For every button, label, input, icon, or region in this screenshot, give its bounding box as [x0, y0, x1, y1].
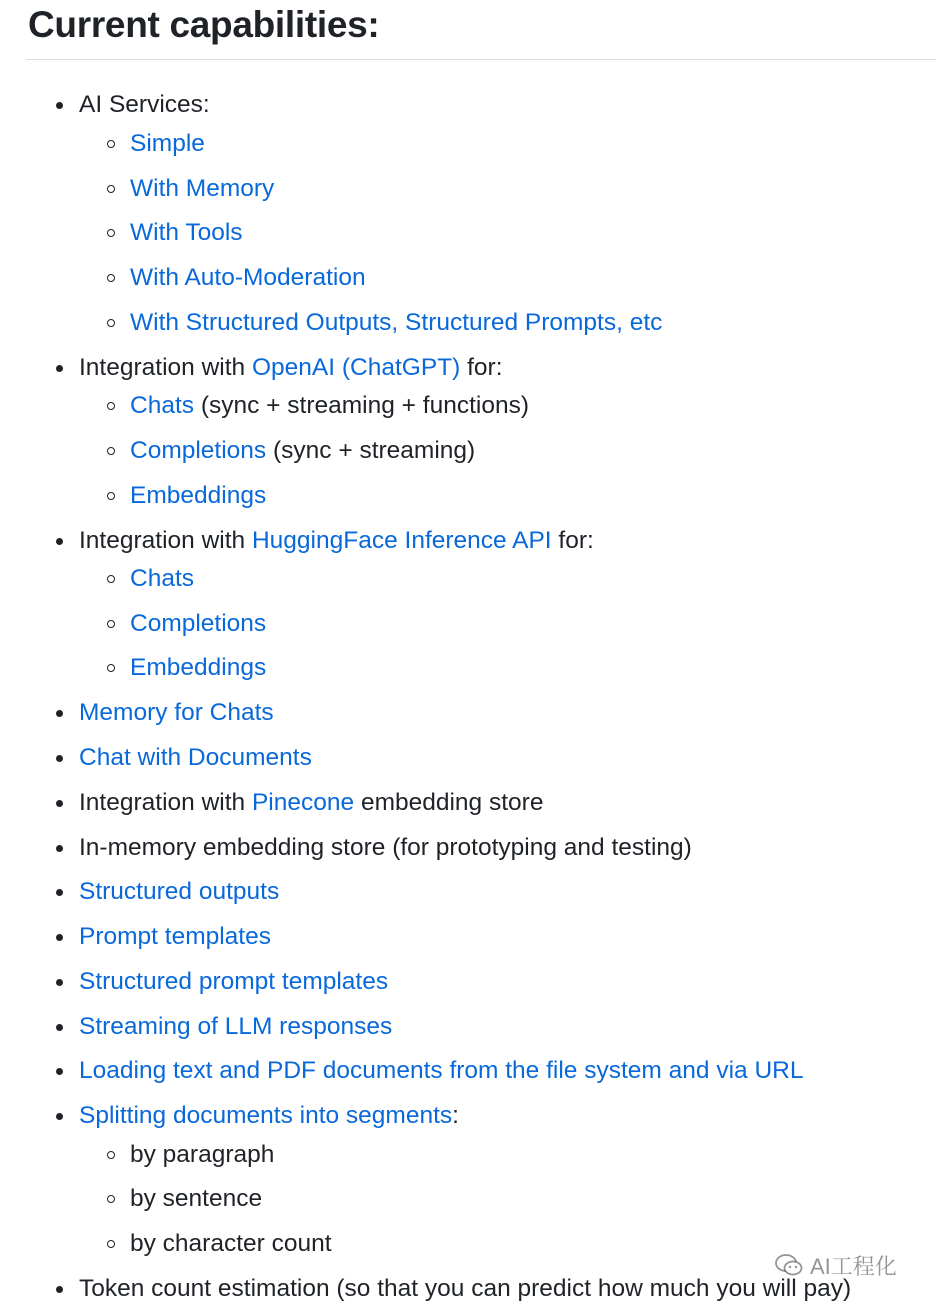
item-text: Integration with	[79, 354, 252, 381]
list-item	[79, 741, 312, 775]
item-link[interactable]: With Auto-Moderation	[130, 264, 366, 291]
item-text: by paragraph	[130, 1141, 275, 1168]
bullet-circle-icon	[107, 1240, 115, 1248]
bullet-disc-icon	[56, 1286, 63, 1293]
bullet-disc-icon	[56, 102, 63, 109]
list-item	[130, 216, 243, 250]
item-link[interactable]: Completions	[130, 437, 267, 464]
list-item	[130, 651, 266, 685]
list-item	[79, 920, 271, 954]
bullet-disc-icon	[56, 1024, 63, 1031]
list-item	[130, 562, 194, 596]
item-link[interactable]: Structured prompt templates	[79, 968, 389, 995]
list-item	[130, 172, 274, 206]
list-item	[79, 831, 692, 865]
item-link[interactable]: Splitting documents into segments	[79, 1102, 453, 1129]
bullet-disc-icon	[56, 710, 63, 717]
list-item	[130, 306, 662, 340]
list-item	[79, 351, 503, 385]
list-item	[79, 965, 388, 999]
bullet-circle-icon	[107, 492, 115, 500]
heading-divider	[26, 59, 936, 60]
bullet-circle-icon	[107, 1151, 115, 1159]
bullet-disc-icon	[56, 800, 63, 807]
list-item	[79, 1099, 459, 1133]
list-item	[79, 1010, 392, 1044]
item-link[interactable]: Memory for Chats	[79, 699, 274, 726]
item-link[interactable]: HuggingFace Inference API	[251, 527, 552, 554]
item-text: Token count estimation (so that you can predict how much you will pay)	[79, 1275, 852, 1302]
item-text: embedding store	[354, 789, 544, 816]
list-item	[79, 88, 210, 122]
item-link[interactable]: Completions	[130, 610, 267, 637]
item-link[interactable]: Chat with Documents	[79, 744, 312, 771]
item-link[interactable]: Embeddings	[130, 482, 267, 509]
list-item	[130, 1182, 262, 1216]
list-item	[79, 524, 594, 558]
item-link[interactable]: With Structured Outputs, Structured Prompts, etc	[130, 309, 663, 336]
item-link[interactable]: Structured outputs	[79, 878, 280, 905]
item-text: Integration with	[79, 527, 252, 554]
bullet-circle-icon	[107, 229, 115, 237]
bullet-disc-icon	[56, 845, 63, 852]
wechat-icon	[774, 1252, 804, 1278]
watermark	[774, 1250, 897, 1280]
bullet-circle-icon	[107, 402, 115, 410]
list-item	[79, 1272, 851, 1306]
item-link[interactable]: With Tools	[130, 219, 243, 246]
item-link[interactable]: OpenAI (ChatGPT)	[251, 354, 461, 381]
bullet-disc-icon	[56, 755, 63, 762]
list-item	[130, 479, 266, 513]
list-item	[79, 875, 279, 909]
item-link[interactable]: Chats	[130, 392, 195, 419]
bullet-disc-icon	[56, 934, 63, 941]
item-link[interactable]: With Memory	[130, 175, 275, 202]
page-title: Current capabilities:	[28, 4, 380, 45]
item-text: Integration with	[79, 789, 252, 816]
list-item	[130, 1138, 274, 1172]
bullet-circle-icon	[107, 620, 115, 628]
bullet-disc-icon	[56, 1113, 63, 1120]
item-link[interactable]: Prompt templates	[79, 923, 271, 950]
item-text: AI Services:	[79, 91, 210, 118]
bullet-disc-icon	[56, 538, 63, 545]
item-text: (sync + streaming + functions)	[194, 392, 529, 419]
list-item	[79, 786, 543, 820]
item-link[interactable]: Chats	[130, 565, 195, 592]
item-text: for:	[551, 527, 594, 554]
watermark-text: AI工程化	[810, 1253, 897, 1279]
item-text: by character count	[130, 1230, 332, 1257]
item-text: :	[452, 1102, 459, 1129]
bullet-disc-icon	[56, 365, 63, 372]
list-item	[130, 1227, 332, 1261]
item-link[interactable]: Streaming of LLM responses	[79, 1013, 393, 1040]
bullet-circle-icon	[107, 1195, 115, 1203]
list-item	[130, 434, 475, 468]
item-text: In-memory embedding store (for prototyping and testing)	[79, 834, 692, 861]
bullet-circle-icon	[107, 575, 115, 583]
bullet-circle-icon	[107, 140, 115, 148]
list-item	[130, 389, 529, 423]
item-text: by sentence	[130, 1185, 263, 1212]
item-text: (sync + streaming)	[266, 437, 476, 464]
bullet-circle-icon	[107, 274, 115, 282]
item-link[interactable]: Simple	[130, 130, 205, 157]
item-link[interactable]: Embeddings	[130, 654, 267, 681]
list-item	[130, 127, 205, 161]
bullet-disc-icon	[56, 979, 63, 986]
item-link[interactable]: Loading text and PDF documents from the file system and via URL	[79, 1057, 804, 1084]
bullet-disc-icon	[56, 1068, 63, 1075]
list-item	[130, 607, 266, 641]
bullet-disc-icon	[56, 889, 63, 896]
bullet-circle-icon	[107, 185, 115, 193]
list-item	[79, 696, 274, 730]
bullet-circle-icon	[107, 319, 115, 327]
list-item	[130, 261, 366, 295]
item-text: for:	[460, 354, 503, 381]
bullet-circle-icon	[107, 664, 115, 672]
bullet-circle-icon	[107, 447, 115, 455]
list-item	[79, 1054, 803, 1088]
item-link[interactable]: Pinecone	[251, 789, 355, 816]
